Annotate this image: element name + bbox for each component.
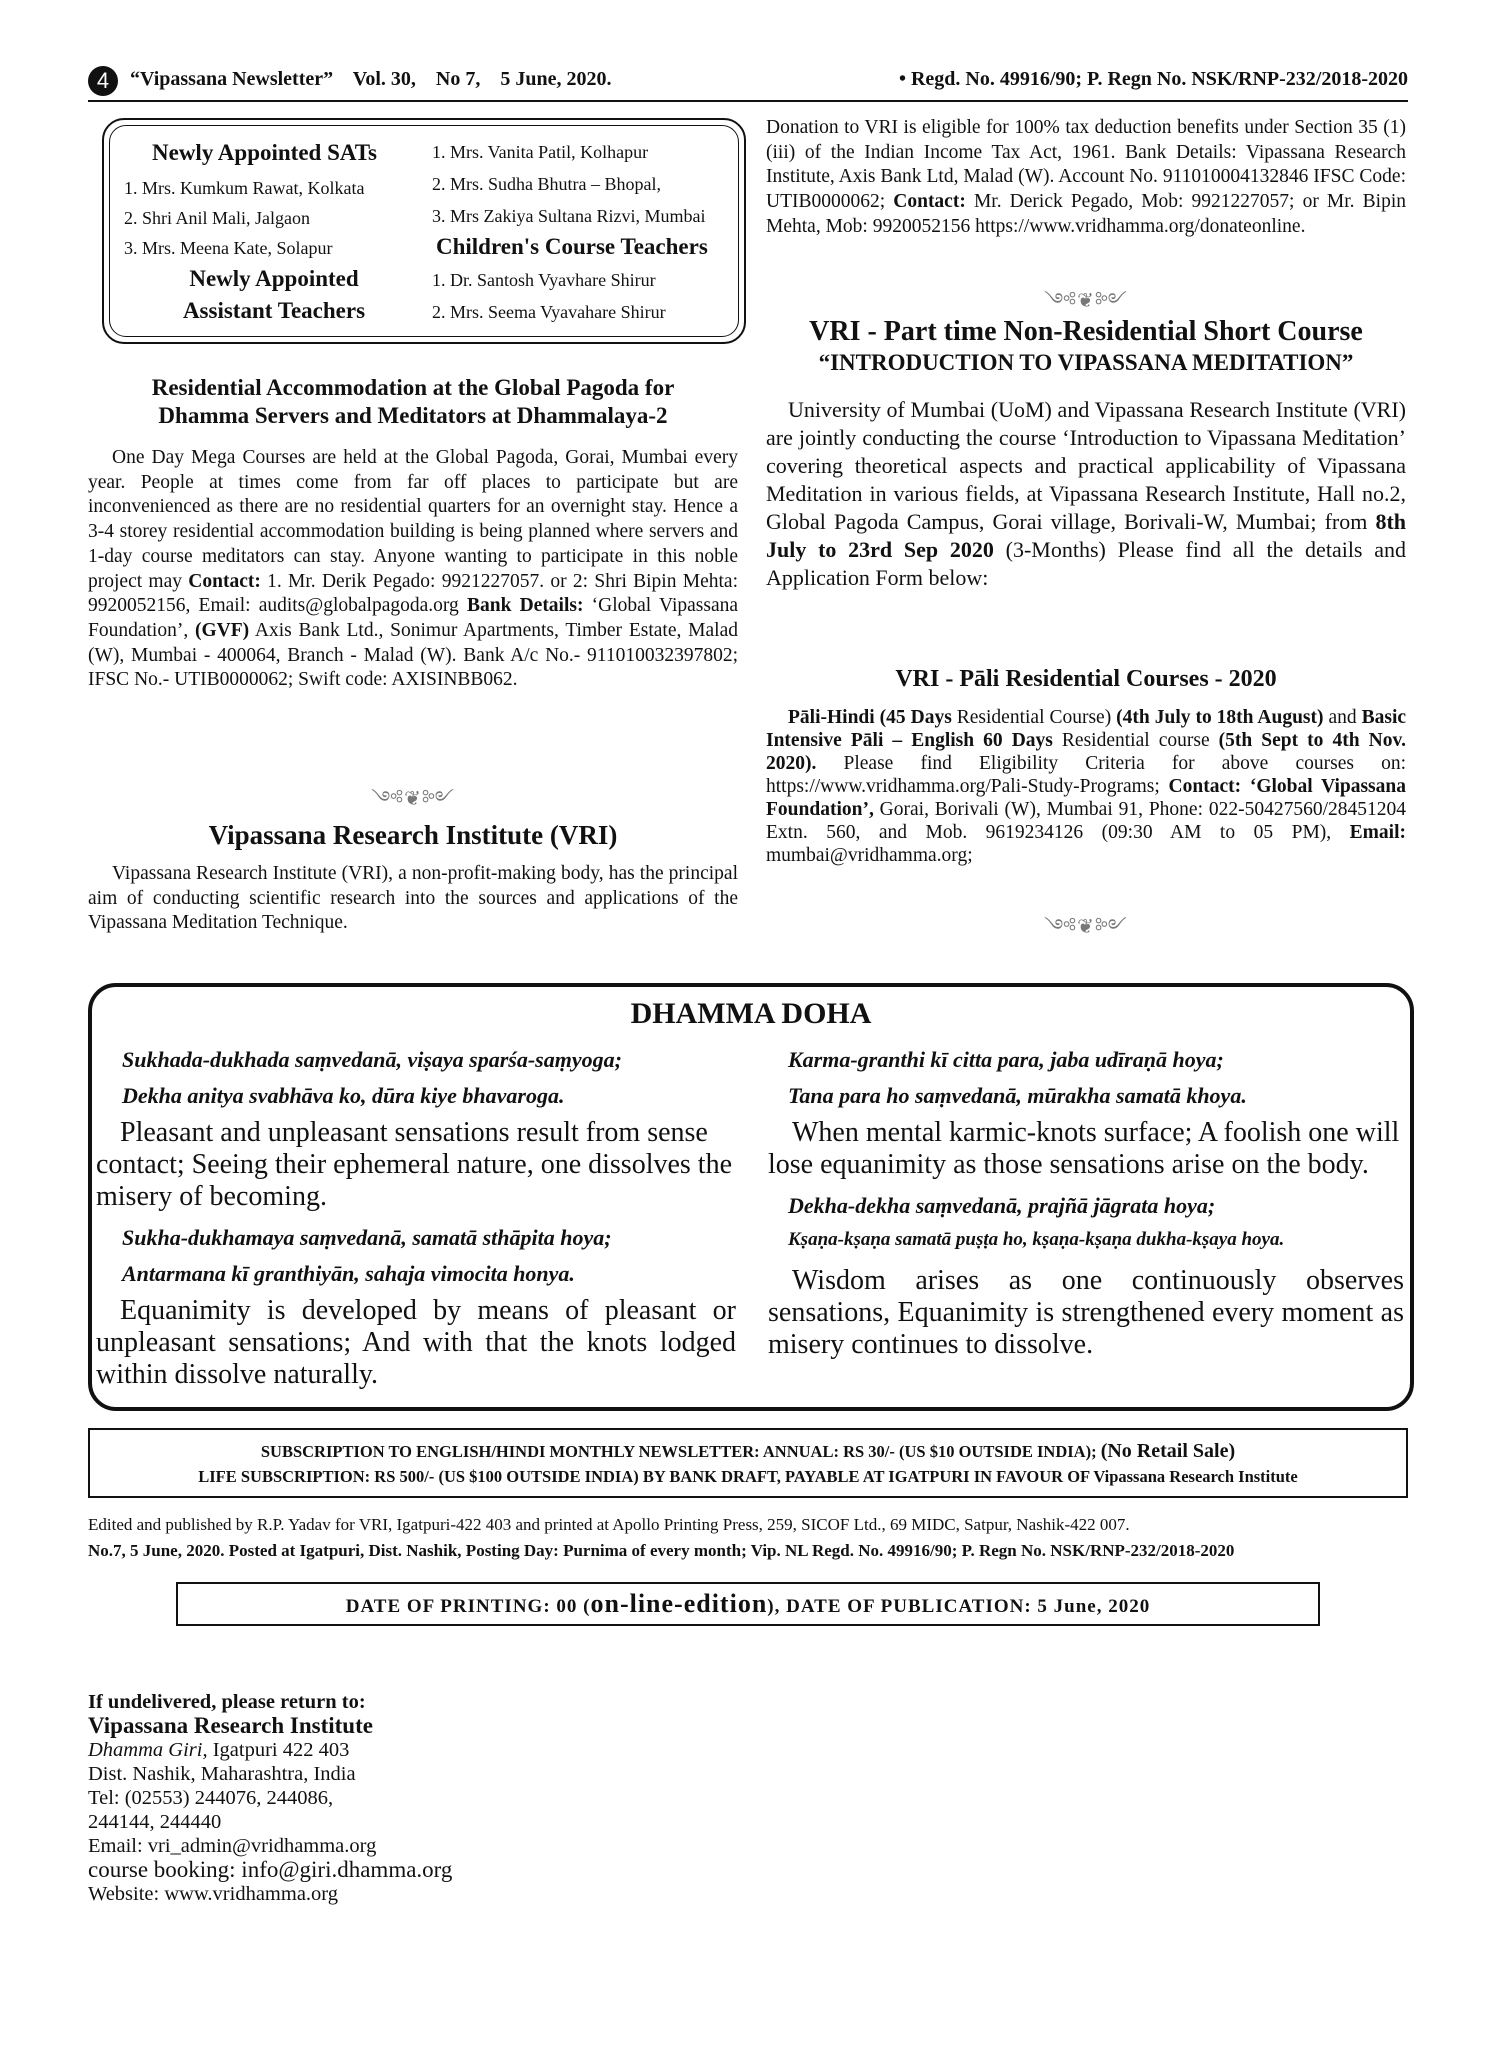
children-course-title: Children's Course Teachers <box>436 234 708 259</box>
life-subscription-line: LIFE SUBSCRIPTION: RS 500/- (US $100 OUTSIDE INDIA) BY BANK DRAFT, PAYABLE AT IGATPURI IN FAVOUR OF Vipassana Research Institute <box>198 1467 1298 1486</box>
address-rest: Igatpuri 422 403 <box>207 1739 350 1761</box>
return-org: Vipassana Research Institute <box>88 1713 373 1738</box>
doha-verse-line: Dekha-dekha saṃvedanā, prajñā jāgrata hoya; <box>788 1193 1216 1218</box>
return-label: If undelivered, please return to: <box>88 1691 366 1713</box>
page-number: 4 <box>88 66 118 96</box>
doha-verse-line: Sukha-dukhamaya saṃvedanā, samatā sthāpita hoya; <box>122 1225 612 1250</box>
doha-translation: Pleasant and unpleasant sensations result from sense contact; Seeing their ephemeral nature, one dissolves the misery of becoming. <box>96 1117 733 1212</box>
dhamma-doha-box <box>88 983 1414 1411</box>
header-rule <box>88 100 1408 102</box>
asst-title: Newly Appointed <box>189 266 359 291</box>
ornament-divider: ༺❦༻ <box>1044 290 1128 312</box>
address-line <box>88 1738 688 1762</box>
short-course-title: VRI - Part time Non-Residential Short Course <box>809 316 1363 347</box>
address-line: Dist. Nashik, Maharashtra, India <box>88 1763 356 1785</box>
imprint <box>88 1512 1404 1564</box>
ornament-divider: ༺❦༻ <box>371 788 455 810</box>
subscription-box <box>88 1428 1408 1498</box>
doha-verse-line: Kṣaṇa-kṣaṇa samatā puṣṭa ho, kṣaṇa-kṣaṇa dukha-kṣaya hoya. <box>788 1229 1285 1250</box>
imprint-line: Edited and published by R.P. Yadav for VRI, Igatpuri-422 403 and printed at Apollo Printing Press, 259, SICOF Ltd., 69 MIDC, Satpur, Nashik-422 007. <box>88 1515 1130 1534</box>
no-retail-sale: (No Retail Sale) <box>1100 1440 1236 1462</box>
short-course-text: University of Mumbai (UoM) and Vipassana Research Institute (VRI) are jointly conducting the course ‘Introduction to Vipassana Meditation’ covering theoretical aspects and practical applicability of Vipassana Meditation in various fields, at Vipassana Research Institute, Hall no.2, Global Pagoda Campus, Gorai village, Borivali-W, Mumbai; from <box>766 397 1406 534</box>
children-item: 1. Dr. Santosh Vyavhare Shirur <box>432 270 656 290</box>
sat-item: 1. Mrs. Kumkum Rawat, Kolkata <box>124 178 365 198</box>
email-label: Email: <box>1349 822 1406 843</box>
doha-title: DHAMMA DOHA <box>630 997 872 1030</box>
subscription-text: SUBSCRIPTION TO ENGLISH/HINDI MONTHLY NEWSLETTER: ANNUAL: RS 30/- (US $10 OUTSIDE INDIA); <box>260 1442 1101 1461</box>
short-course-subtitle: “INTRODUCTION TO VIPASSANA MEDITATION” <box>818 350 1354 375</box>
vri-paragraph: Vipassana Research Institute (VRI), a non-profit-making body, has the principal aim of conducting scientific research into the sources and applications of the Vipassana Meditation Technique. <box>88 863 738 934</box>
residential-paragraph <box>88 446 738 693</box>
pali-text: Gorai, Borivali (W), Mumbai 91, Phone: 022-50427560/28451204 Extn. 560, and Mob. 9619234126 (09:30 AM to 05 PM), <box>766 799 1406 843</box>
address-italic: Dhamma Giri, <box>88 1739 208 1761</box>
children-item: 2. Mrs. Seema Vyavahare Shirur <box>432 302 666 322</box>
residential-contact: 1. Mr. Derik Pegado: 9921227057. or 2: Shri Bipin Mehta: 9920052156, Email: audits@globalpagoda.org <box>88 570 738 617</box>
imprint-line: No.7, 5 June, 2020. Posted at Igatpuri, Dist. Nashik, Posting Day: Purnima of every month; Vip. NL Regd. No. 49916/90; P. Regn No. NSK/RNP-232/2018-2020 <box>88 1541 1235 1560</box>
ornament-divider: ༺❦༻ <box>1044 916 1128 938</box>
date-of-printing-box <box>176 1582 1320 1626</box>
pali-text: mumbai@vridhamma.org; <box>766 845 973 866</box>
asst-item: 1. Mrs. Vanita Patil, Kolhapur <box>432 142 649 162</box>
asst-item: 2. Mrs. Sudha Bhutra – Bhopal, <box>432 174 661 194</box>
date-of-publication: ), DATE OF PUBLICATION: 5 June, 2020 <box>767 1596 1151 1617</box>
page-header <box>88 66 1408 96</box>
short-course-text: (3-Months) Please find all the details and Application Form below: <box>766 537 1406 590</box>
online-edition: on-line-edition <box>590 1589 768 1618</box>
doha-verse-line: Sukhada-dukhada saṃvedanā, viṣaya sparśa-saṃyoga; <box>122 1047 622 1072</box>
sat-item: 3. Mrs. Meena Kate, Solapur <box>124 238 333 258</box>
date-of-printing: DATE OF PRINTING: 00 ( <box>345 1596 591 1617</box>
return-address <box>88 1690 688 1906</box>
donation-paragraph <box>766 116 1406 240</box>
pali-text: and <box>1323 707 1362 728</box>
vri-title: Vipassana Research Institute (VRI) <box>208 820 618 850</box>
address-line: Website: www.vridhamma.org <box>88 1883 338 1905</box>
doha-translation: Equanimity is developed by means of pleasant or unpleasant sensations; And with that the knots lodged within dissolve naturally. <box>96 1295 736 1390</box>
bank-text: ‘Global Vipassana Foundation’, <box>88 595 738 641</box>
donation-text: Donation to VRI is eligible for 100% tax deduction benefits under Section 35 (1) (iii) of the Indian Income Tax Act, 1961. Bank Details: Vipassana Research Institute, Axis Bank Ltd, Malad (W). Account No. 911010004132846 IFSC Code: UTIB0000062; <box>766 117 1406 213</box>
residential-title <box>88 374 738 430</box>
asst-title: Assistant Teachers <box>182 298 366 323</box>
asst-item: 3. Mrs Zakiya Sultana Rizvi, Mumbai <box>432 206 706 226</box>
sat-item: 2. Shri Anil Mali, Jalgaon <box>124 208 310 228</box>
address-line: Tel: (02553) 244076, 244086, <box>88 1787 334 1809</box>
residential-text: One Day Mega Courses are held at the Global Pagoda, Gorai, Mumbai every year. People at times come from far off places to participate but are inconvenienced as there are no residential quarters for an overnight stay. Hence a 3-4 storey residential accommodation building is being planned where servers and 1-day course meditators can stay. Anyone wanting to participate in this noble project may <box>88 447 738 592</box>
pali-text: Residential Course) <box>951 707 1117 728</box>
doha-translation: Wisdom arises as one continuously observes sensations, Equanimity is strengthened every moment as misery continues to dissolve. <box>768 1265 1404 1360</box>
short-course-paragraph <box>766 396 1406 592</box>
doha-verse-line: Antarmana kī granthiyān, sahaja vimocita honya. <box>122 1261 575 1286</box>
bank-text: Axis Bank Ltd., Sonimur Apartments, Timber Estate, Malad (W), Mumbai - 400064, Branch - Malad (W). Bank A/c No.- 911010032397802; IFSC No.- UTIB0000062; Swift code: AXISINBB062. <box>88 619 738 691</box>
pali-paragraph <box>766 706 1406 867</box>
address-line: 244144, 244440 <box>88 1811 222 1833</box>
donation-text: Mr. Derick Pegado, Mob: 9921227057; or Mr. Bipin Mehta, Mob: 9920052156 https://www.vridhamma.org/donateonline. <box>766 191 1406 237</box>
sat-box <box>102 118 746 344</box>
doha-verse-line: Dekha anitya svabhāva ko, dūra kiye bhavaroga. <box>122 1083 565 1108</box>
bank-label: Bank Details: <box>466 595 584 617</box>
registration-number: • Regd. No. 49916/90; P. Regn No. NSK/RNP-232/2018-2020 <box>898 68 1408 90</box>
pali-bold: Basic Intensive Pāli – English 60 Days <box>766 707 1407 751</box>
subscription-line <box>90 1440 1406 1463</box>
address-line: course booking: info@giri.dhamma.org <box>88 1857 453 1882</box>
pali-title: VRI - Pāli Residential Courses - 2020 <box>895 666 1277 692</box>
contact-label: Contact: <box>188 570 261 592</box>
pali-bold: (4th July to 18th August) <box>1116 707 1324 728</box>
pali-contact-label: Contact: ‘Global Vipassana Foundation’, <box>766 776 1406 820</box>
contact-label: Contact: <box>893 191 966 213</box>
pali-text: Please find Eligibility Criteria for above courses on: https://www.vridhamma.org/Pali-Study-Programs; <box>766 753 1406 797</box>
pali-bold: (5th Sept to 4th Nov. 2020). <box>766 730 1406 774</box>
doha-translation: When mental karmic-knots surface; A foolish one will lose equanimity as those sensations arise on the body. <box>768 1117 1400 1180</box>
doha-verse-line: Tana para ho saṃvedanā, mūrakha samatā khoya. <box>788 1083 1247 1108</box>
sats-title: Newly Appointed SATs <box>152 140 377 165</box>
newsletter-title: “Vipassana Newsletter” Vol. 30, No 7, 5 June, 2020. <box>130 68 612 90</box>
doha-verse-line: Karma-granthi kī citta para, jaba udīraṇā hoya; <box>788 1047 1224 1072</box>
pali-bold: Pāli-Hindi (45 Days <box>788 707 952 728</box>
short-course-dates: 8th July to 23rd Sep 2020 <box>766 509 1406 562</box>
residential-title-line: Residential Accommodation at the Global Pagoda for <box>151 375 675 400</box>
gvf-label: (GVF) <box>195 619 250 641</box>
pali-text: Residential course <box>1052 730 1219 751</box>
residential-title-line: Dhamma Servers and Meditators at Dhammalaya-2 <box>158 403 668 428</box>
address-line: Email: vri_admin@vridhamma.org <box>88 1835 377 1857</box>
